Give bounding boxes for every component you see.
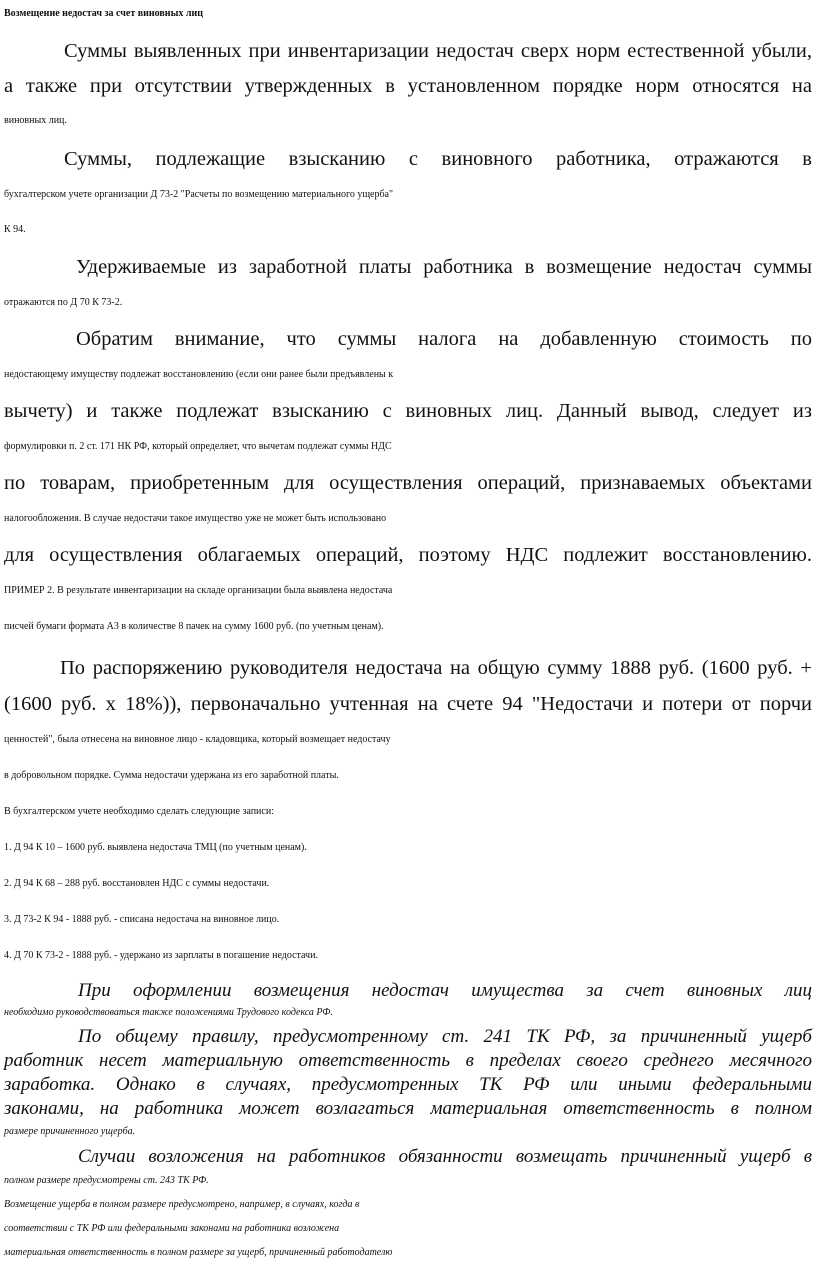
italic-line: размере причиненного ущерба. <box>4 1126 136 1137</box>
text-line: В бухгалтерском учете необходимо сделать следующие записи: <box>4 806 274 817</box>
entry-line: 4. Д 70 К 73-2 - 1888 руб. - удержано из зарплаты в погашение недостачи. <box>4 950 318 961</box>
italic-line: работник несет материальную ответственность в пределах своего среднего месячного <box>4 1050 812 1071</box>
text-line: писчей бумаги формата А3 в количестве 8 пачек на сумму 1600 руб. (по учетным ценам). <box>4 621 384 632</box>
italic-line: необходимо руководствоваться также положениями Трудового кодекса РФ. <box>4 1007 333 1018</box>
italic-line: Случаи возложения на работников обязанности возмещать причиненный ущерб в <box>78 1146 812 1167</box>
italic-line: заработка. Однако в случаях, предусмотренных ТК РФ или иными федеральными <box>4 1074 812 1095</box>
text-line: а также при отсутствии утвержденных в установленном порядке норм относятся на <box>4 75 812 97</box>
text-line: налогообложения. В случае недостачи такое имущество уже не может быть использовано <box>4 513 387 524</box>
text-line: Удерживаемые из заработной платы работника в возмещение недостач суммы <box>76 256 812 278</box>
italic-line: При оформлении возмещения недостач имущества за счет виновных лиц <box>78 980 812 1001</box>
text-line: Суммы выявленных при инвентаризации недостач сверх норм естественной убыли, <box>64 40 812 62</box>
text-line: ценностей", была отнесена на виновное лицо - кладовщика, который возмещает недостачу <box>4 734 391 745</box>
entry-line: 1. Д 94 К 10 – 1600 руб. выявлена недостача ТМЦ (по учетным ценам). <box>4 842 307 853</box>
text-line: Обратим внимание, что суммы налога на добавленную стоимость по <box>76 328 812 350</box>
entry-line: 3. Д 73-2 К 94 - 1888 руб. - списана недостача на виновное лицо. <box>4 914 280 925</box>
text-line: Суммы, подлежащие взысканию с виновного работника, отражаются в <box>64 148 812 170</box>
text-line: К 94. <box>4 224 26 235</box>
text-line: недостающему имуществу подлежат восстановлению (если они ранее были предъявлены к <box>4 369 394 380</box>
text-line: ПРИМЕР 2. В результате инвентаризации на складе организации была выявлена недостача <box>4 585 393 596</box>
italic-line: полном размере предусмотрены ст. 243 ТК РФ. <box>4 1175 209 1186</box>
italic-line: законами, на работника может возлагаться материальная ответственность в полном <box>4 1098 812 1119</box>
text-line: бухгалтерском учете организации Д 73-2 "Расчеты по возмещению материального ущерба" <box>4 189 394 200</box>
italic-line: Возмещение ущерба в полном размере предусмотрено, например, в случаях, когда в <box>4 1199 360 1210</box>
text-line: в добровольном порядке. Сумма недостачи удержана из его заработной платы. <box>4 770 339 781</box>
italic-line: соответствии с ТК РФ или федеральными законами на работника возложена <box>4 1223 340 1234</box>
text-line: По распоряжению руководителя недостача на общую сумму 1888 руб. (1600 руб. + <box>60 657 812 679</box>
entry-line: 2. Д 94 К 68 – 288 руб. восстановлен НДС с суммы недостачи. <box>4 878 270 889</box>
document-title: Возмещение недостач за счет виновных лиц <box>4 8 204 19</box>
text-line: для осуществления облагаемых операций, поэтому НДС подлежит восстановлению. <box>4 544 812 566</box>
text-line: формулировки п. 2 ст. 171 НК РФ, который определяет, что вычетам подлежат суммы НДС <box>4 441 392 452</box>
text-line: по товарам, приобретенным для осуществления операций, признаваемых объектами <box>4 472 812 494</box>
italic-line: По общему правилу, предусмотренному ст. 241 ТК РФ, за причиненный ущерб <box>78 1026 812 1047</box>
italic-line: материальная ответственность в полном размере за ущерб, причиненный работодателю <box>4 1247 393 1258</box>
text-line: (1600 руб. х 18%)), первоначально учтенная на счете 94 "Недостачи и потери от порчи <box>4 693 812 715</box>
text-line: вычету) и также подлежат взысканию с виновных лиц. Данный вывод, следует из <box>4 400 812 422</box>
text-line: виновных лиц. <box>4 115 67 126</box>
text-line: отражаются по Д 70 К 73-2. <box>4 297 123 308</box>
